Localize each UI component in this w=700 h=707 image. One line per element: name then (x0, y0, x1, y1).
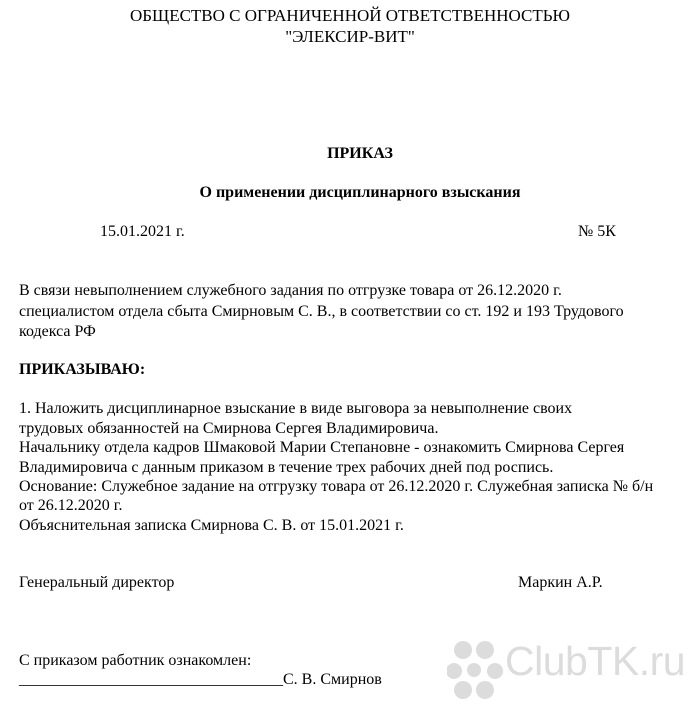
body-line: Объяснительная записка Смирнова С. В. от 15.01.2021 г. (19, 517, 404, 534)
acknowledgement-label: С приказом работник ознакомлен: (19, 652, 252, 669)
watermark-text: ClubTK.ru (505, 638, 686, 684)
preamble-line: кодекса РФ (19, 323, 96, 340)
body-line: от 26.12.2020 г. (19, 497, 123, 514)
acknowledgement-signature-line: _________________________________С. В. Смирнов (19, 671, 382, 688)
watermark-logo-icon (447, 638, 507, 702)
preamble-line: специалистом отдела сбыта Смирновым С. В., в соответствии со ст. 192 и 193 Трудового (19, 303, 624, 320)
body-line: трудовых обязанностей на Смирнова Сергея Владимировича. (19, 420, 439, 437)
watermark (447, 636, 700, 707)
body-line: 1. Наложить дисциплинарное взыскание в виде выговора за невыполнение своих (19, 400, 573, 417)
body-line: Начальнику отдела кадров Шмаковой Марии Степановне - ознакомить Смирнова Сергея (19, 439, 625, 456)
order-title: ПРИКАЗ (327, 145, 393, 162)
body-line: Основание: Служебное задание на отгрузку товара от 26.12.2020 г. Служебная записка № б/н (19, 478, 654, 495)
signatory-name: Маркин А.Р. (518, 574, 603, 591)
signatory-position: Генеральный директор (19, 574, 175, 591)
preamble-line: В связи невыполнением служебного задания по отгрузке товара от 26.12.2020 г. (19, 282, 562, 299)
order-subject: О применении дисциплинарного взыскания (199, 184, 521, 201)
order-date: 15.01.2021 г. (100, 223, 185, 240)
order-number: № 5К (578, 223, 616, 240)
organization-name-line1: ОБЩЕСТВО С ОГРАНИЧЕННОЙ ОТВЕТСТВЕННОСТЬЮ (130, 6, 570, 25)
organization-name-line2: "ЭЛЕКСИР-ВИТ" (285, 27, 415, 46)
body-line: Владимировича с данным приказом в течение трех рабочих дней под роспись. (19, 459, 554, 476)
directive-heading: ПРИКАЗЫВАЮ: (19, 361, 146, 378)
